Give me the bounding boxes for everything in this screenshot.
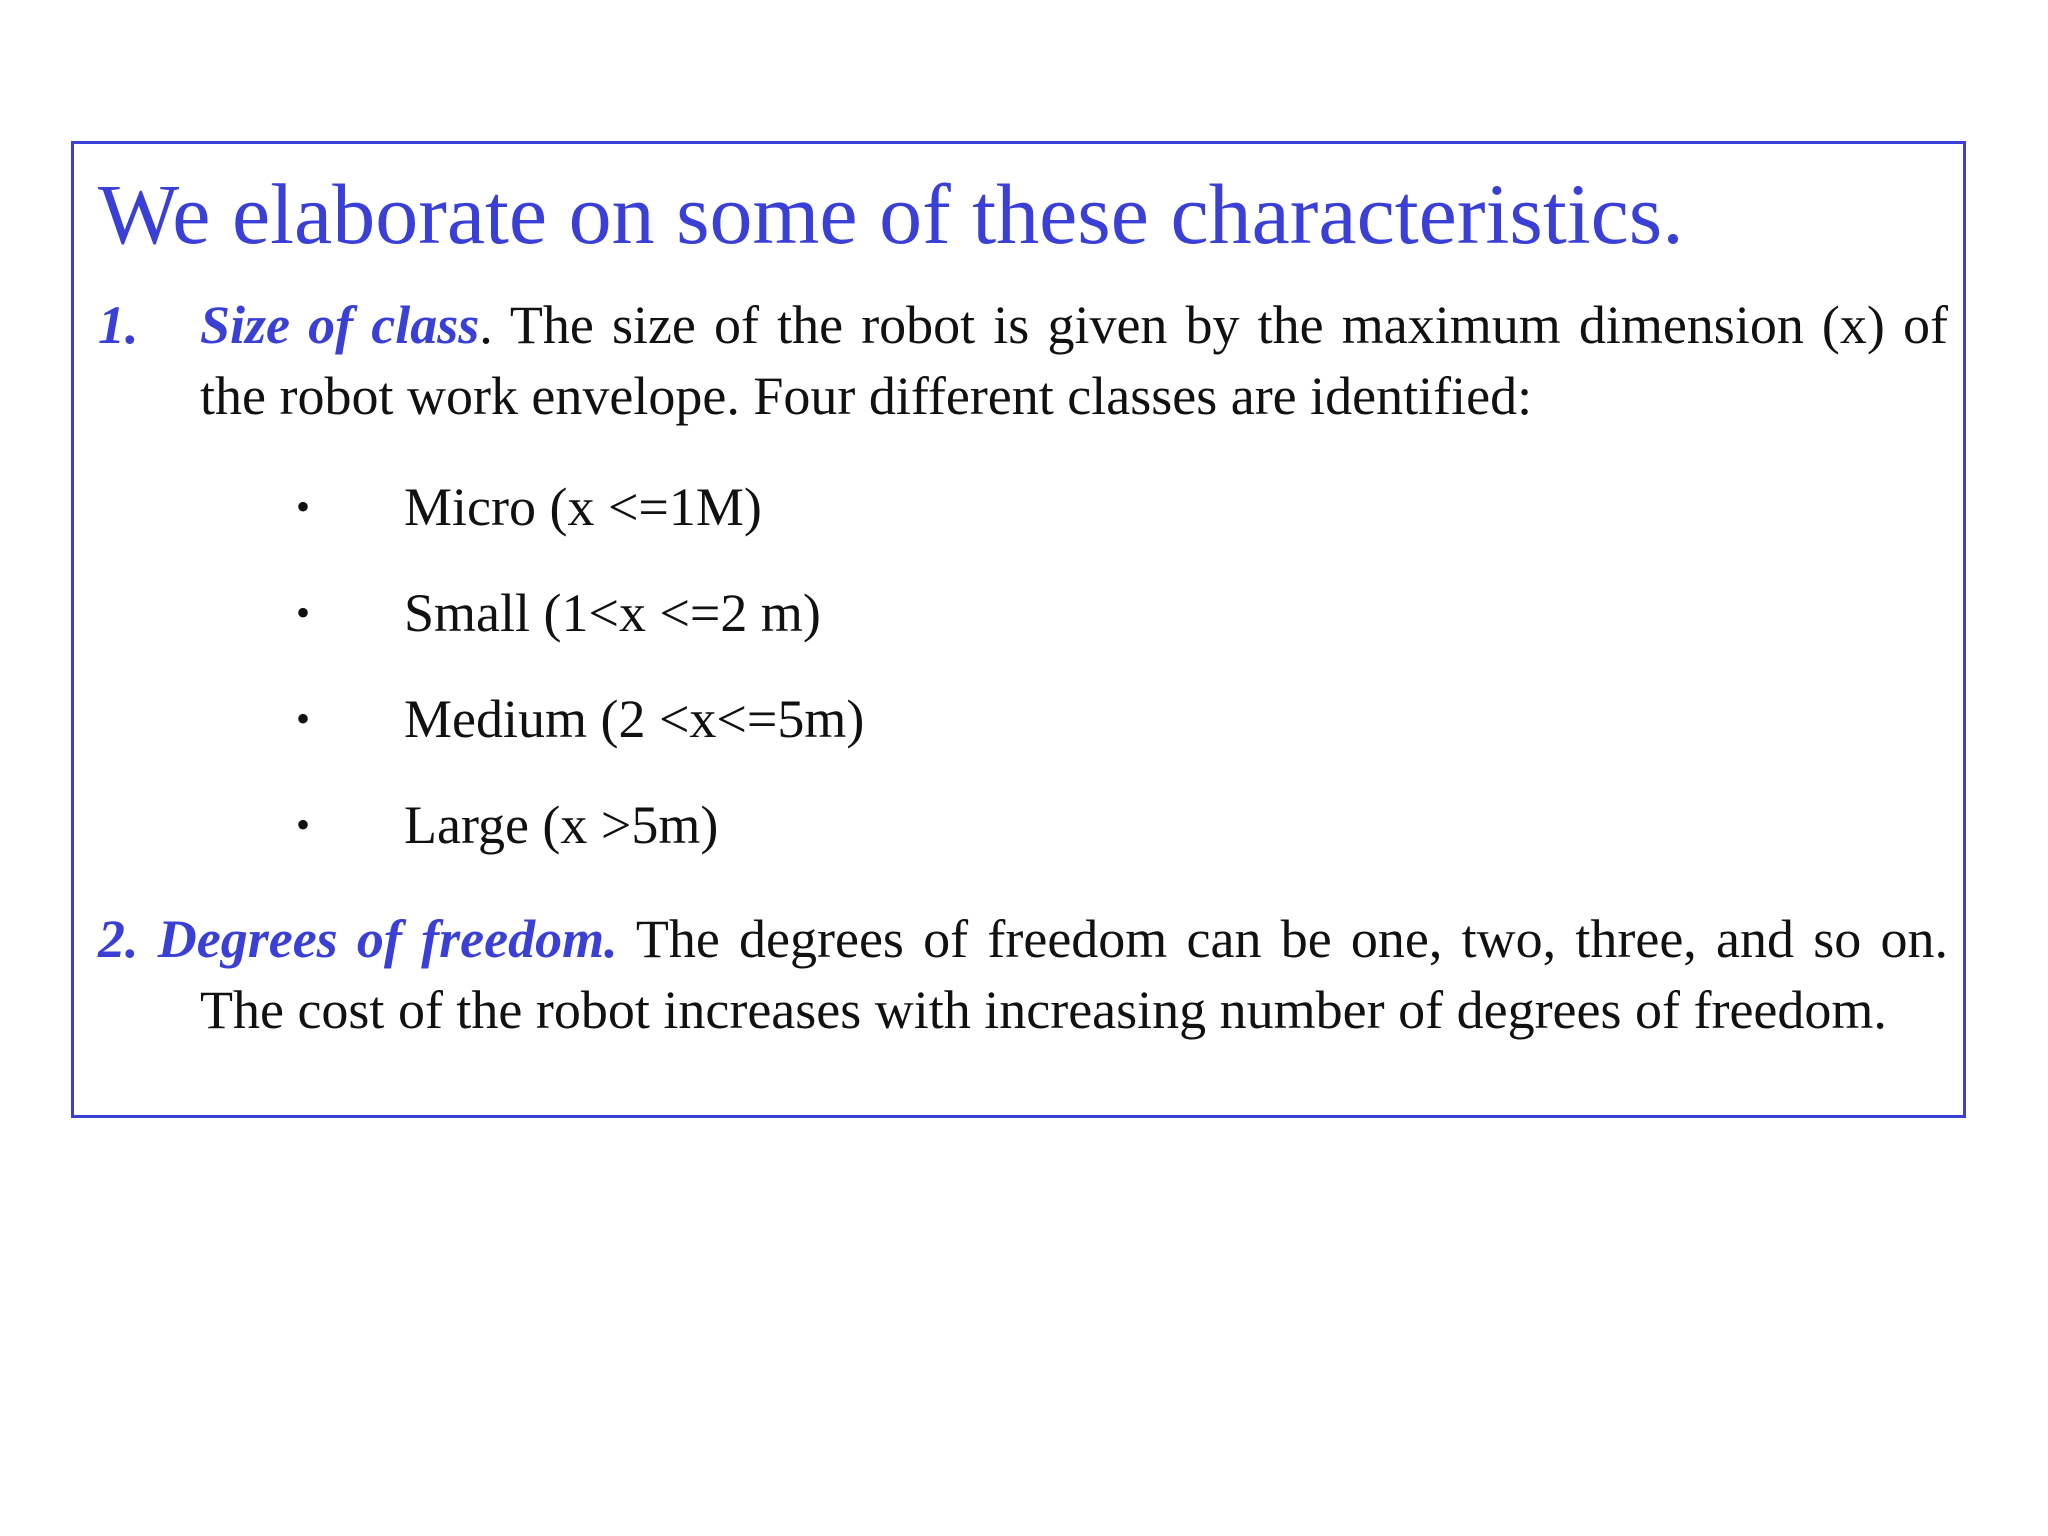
bullet-icon: • <box>296 484 311 529</box>
bullet-icon: • <box>296 802 311 847</box>
item-text: . The size of the robot is given by the maximum dimension (x) of the robot work envelope. Four different classes are identified: <box>200 295 1948 426</box>
content-box <box>71 141 1966 1118</box>
list-item-size-of-class <box>98 290 1948 878</box>
bullet-icon: • <box>296 590 311 635</box>
item-number: 1. <box>98 295 139 355</box>
size-class-list <box>200 454 1948 878</box>
slide-body <box>98 290 1948 1046</box>
bullet-icon: • <box>296 696 311 741</box>
list-item <box>200 560 1948 666</box>
item-text: The degrees of freedom can be one, two, three, and so on. The cost of the robot increases with increasing number of degrees of freedom. <box>200 909 1948 1040</box>
list-item <box>200 666 1948 772</box>
item-number: 2. <box>98 909 139 969</box>
bullet-text: Small (1<x <=2 m) <box>404 583 821 643</box>
list-item <box>200 454 1948 560</box>
item-heading: Size of class <box>200 295 480 355</box>
item-heading: Degrees of freedom. <box>157 909 618 969</box>
bullet-text: Large (x >5m) <box>404 795 719 855</box>
list-item <box>200 772 1948 878</box>
bullet-text: Micro (x <=1M) <box>404 477 762 537</box>
slide-title: We elaborate on some of these characteristics. <box>98 166 1684 262</box>
list-item-degrees-of-freedom <box>98 904 1948 1046</box>
bullet-text: Medium (2 <x<=5m) <box>404 689 865 749</box>
